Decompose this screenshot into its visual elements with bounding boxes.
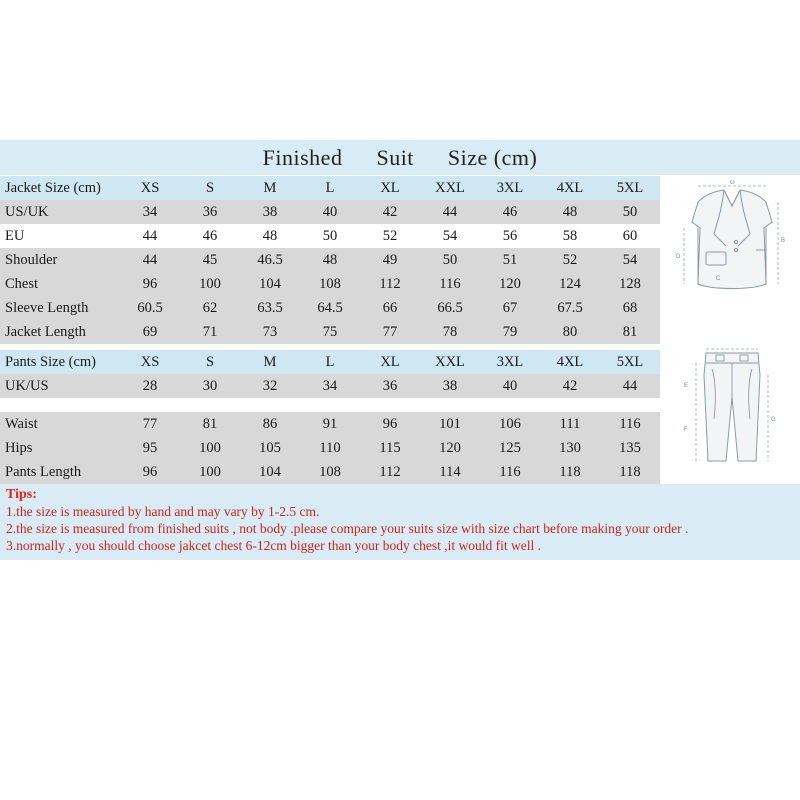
row-label: Jacket Length (0, 320, 120, 344)
row-label: US/UK (0, 200, 120, 224)
tips-line: 1.the size is measured by hand and may vary by 1-2.5 cm. (6, 504, 320, 519)
cell: 28 (120, 374, 180, 398)
figure-label: G (771, 417, 776, 423)
cell: 73 (240, 320, 300, 344)
figure-label: G (730, 180, 735, 186)
figure-label: D (676, 254, 681, 260)
column-header: XXL (420, 176, 480, 200)
cell: 86 (240, 412, 300, 436)
table-row (0, 374, 660, 398)
tips-section (0, 484, 800, 560)
cell: 49 (360, 248, 420, 272)
cell: 120 (420, 436, 480, 460)
cell: 101 (420, 412, 480, 436)
cell: 66.5 (420, 296, 480, 320)
cell: 100 (180, 436, 240, 460)
row-label: UK/US (0, 374, 120, 398)
cell: 56 (480, 224, 540, 248)
cell: 128 (600, 272, 660, 296)
cell: 79 (480, 320, 540, 344)
cell: 67.5 (540, 296, 600, 320)
pants-size-table (0, 350, 660, 484)
cell: 104 (240, 272, 300, 296)
chart-title (0, 140, 800, 176)
cell: 118 (540, 460, 600, 484)
cell: 80 (540, 320, 600, 344)
column-header: 4XL (540, 176, 600, 200)
cell: 104 (240, 460, 300, 484)
size-chart (0, 140, 800, 620)
table-row (0, 398, 660, 412)
cell: 67 (480, 296, 540, 320)
table-row (0, 350, 660, 374)
column-header: Pants Size (cm) (0, 350, 120, 374)
cell: 69 (120, 320, 180, 344)
cell: 78 (420, 320, 480, 344)
cell: 50 (420, 248, 480, 272)
cell: 118 (600, 460, 660, 484)
cell: 75 (300, 320, 360, 344)
cell: 96 (120, 272, 180, 296)
spacer-row (0, 398, 660, 412)
row-label: Shoulder (0, 248, 120, 272)
column-header: 5XL (600, 176, 660, 200)
cell: 116 (420, 272, 480, 296)
tips-line: 2.the size is measured from finished suits , not body .please compare your suits size with size chart before making your order . (6, 521, 689, 536)
table-row (0, 200, 660, 224)
cell: 48 (240, 224, 300, 248)
row-label: Hips (0, 436, 120, 460)
cell: 114 (420, 460, 480, 484)
cell: 30 (180, 374, 240, 398)
row-label: Chest (0, 272, 120, 296)
cell: 120 (480, 272, 540, 296)
cell: 91 (300, 412, 360, 436)
cell: 106 (480, 412, 540, 436)
cell: 66 (360, 296, 420, 320)
figure-label: F (684, 427, 688, 433)
table-row (0, 296, 660, 320)
cell: 48 (540, 200, 600, 224)
row-label: Pants Length (0, 460, 120, 484)
cell: 81 (600, 320, 660, 344)
cell: 42 (360, 200, 420, 224)
pants-diagram (672, 341, 792, 476)
cell: 46 (180, 224, 240, 248)
cell: 52 (540, 248, 600, 272)
jacket-size-table (0, 176, 660, 344)
cell: 81 (180, 412, 240, 436)
cell: 77 (120, 412, 180, 436)
cell: 100 (180, 272, 240, 296)
cell: 95 (120, 436, 180, 460)
cell: 46.5 (240, 248, 300, 272)
figures-column (662, 176, 800, 484)
figure-label: C (716, 276, 721, 282)
column-header: S (180, 350, 240, 374)
cell: 111 (540, 412, 600, 436)
cell: 46 (480, 200, 540, 224)
cell: 110 (300, 436, 360, 460)
cell: 36 (180, 200, 240, 224)
cell: 96 (120, 460, 180, 484)
cell: 96 (360, 412, 420, 436)
cell: 38 (240, 200, 300, 224)
cell: 40 (480, 374, 540, 398)
column-header: 5XL (600, 350, 660, 374)
table-row (0, 436, 660, 460)
cell: 45 (180, 248, 240, 272)
cell: 115 (360, 436, 420, 460)
row-label: Sleeve Length (0, 296, 120, 320)
cell: 71 (180, 320, 240, 344)
cell: 40 (300, 200, 360, 224)
cell: 135 (600, 436, 660, 460)
figure-label: E (684, 383, 689, 389)
column-header: M (240, 176, 300, 200)
cell: 108 (300, 460, 360, 484)
table-row (0, 460, 660, 484)
column-header: XL (360, 176, 420, 200)
cell: 60.5 (120, 296, 180, 320)
cell: 63.5 (240, 296, 300, 320)
cell: 34 (120, 200, 180, 224)
tables-column (0, 176, 662, 484)
column-header: XXL (420, 350, 480, 374)
cell: 50 (600, 200, 660, 224)
title-word-3: Size (cm) (447, 144, 538, 170)
table-row (0, 412, 660, 436)
table-row (0, 224, 660, 248)
table-row (0, 248, 660, 272)
table-row (0, 272, 660, 296)
cell: 36 (360, 374, 420, 398)
column-header: Jacket Size (cm) (0, 176, 120, 200)
cell: 44 (420, 200, 480, 224)
column-header: 4XL (540, 350, 600, 374)
tips-heading: Tips: (6, 487, 37, 502)
cell: 34 (300, 374, 360, 398)
column-header: XS (120, 176, 180, 200)
cell: 60 (600, 224, 660, 248)
cell: 58 (540, 224, 600, 248)
cell: 116 (600, 412, 660, 436)
cell: 116 (480, 460, 540, 484)
cell: 42 (540, 374, 600, 398)
tips-line: 3.normally , you should choose jakcet chest 6-12cm bigger than your body chest ,it would fit well . (6, 538, 542, 553)
column-header: 3XL (480, 176, 540, 200)
table-row (0, 320, 660, 344)
cell: 54 (420, 224, 480, 248)
column-header: L (300, 350, 360, 374)
title-word-2: Suit (376, 144, 414, 170)
column-header: XL (360, 350, 420, 374)
cell: 124 (540, 272, 600, 296)
cell: 52 (360, 224, 420, 248)
cell: 48 (300, 248, 360, 272)
chart-body (0, 176, 800, 484)
cell: 44 (120, 248, 180, 272)
row-label: EU (0, 224, 120, 248)
column-header: L (300, 176, 360, 200)
column-header: S (180, 176, 240, 200)
column-header: 3XL (480, 350, 540, 374)
jacket-diagram (668, 180, 796, 310)
cell: 51 (480, 248, 540, 272)
title-word-1: Finished (262, 144, 343, 170)
cell: 125 (480, 436, 540, 460)
row-label: Waist (0, 412, 120, 436)
cell: 77 (360, 320, 420, 344)
cell: 108 (300, 272, 360, 296)
cell: 54 (600, 248, 660, 272)
column-header: M (240, 350, 300, 374)
cell: 64.5 (300, 296, 360, 320)
cell: 62 (180, 296, 240, 320)
cell: 130 (540, 436, 600, 460)
figure-label: B (781, 238, 786, 244)
cell: 105 (240, 436, 300, 460)
cell: 68 (600, 296, 660, 320)
cell: 32 (240, 374, 300, 398)
cell: 112 (360, 272, 420, 296)
cell: 112 (360, 460, 420, 484)
cell: 38 (420, 374, 480, 398)
cell: 100 (180, 460, 240, 484)
cell: 44 (120, 224, 180, 248)
cell: 44 (600, 374, 660, 398)
table-row (0, 176, 660, 200)
cell: 50 (300, 224, 360, 248)
column-header: XS (120, 350, 180, 374)
